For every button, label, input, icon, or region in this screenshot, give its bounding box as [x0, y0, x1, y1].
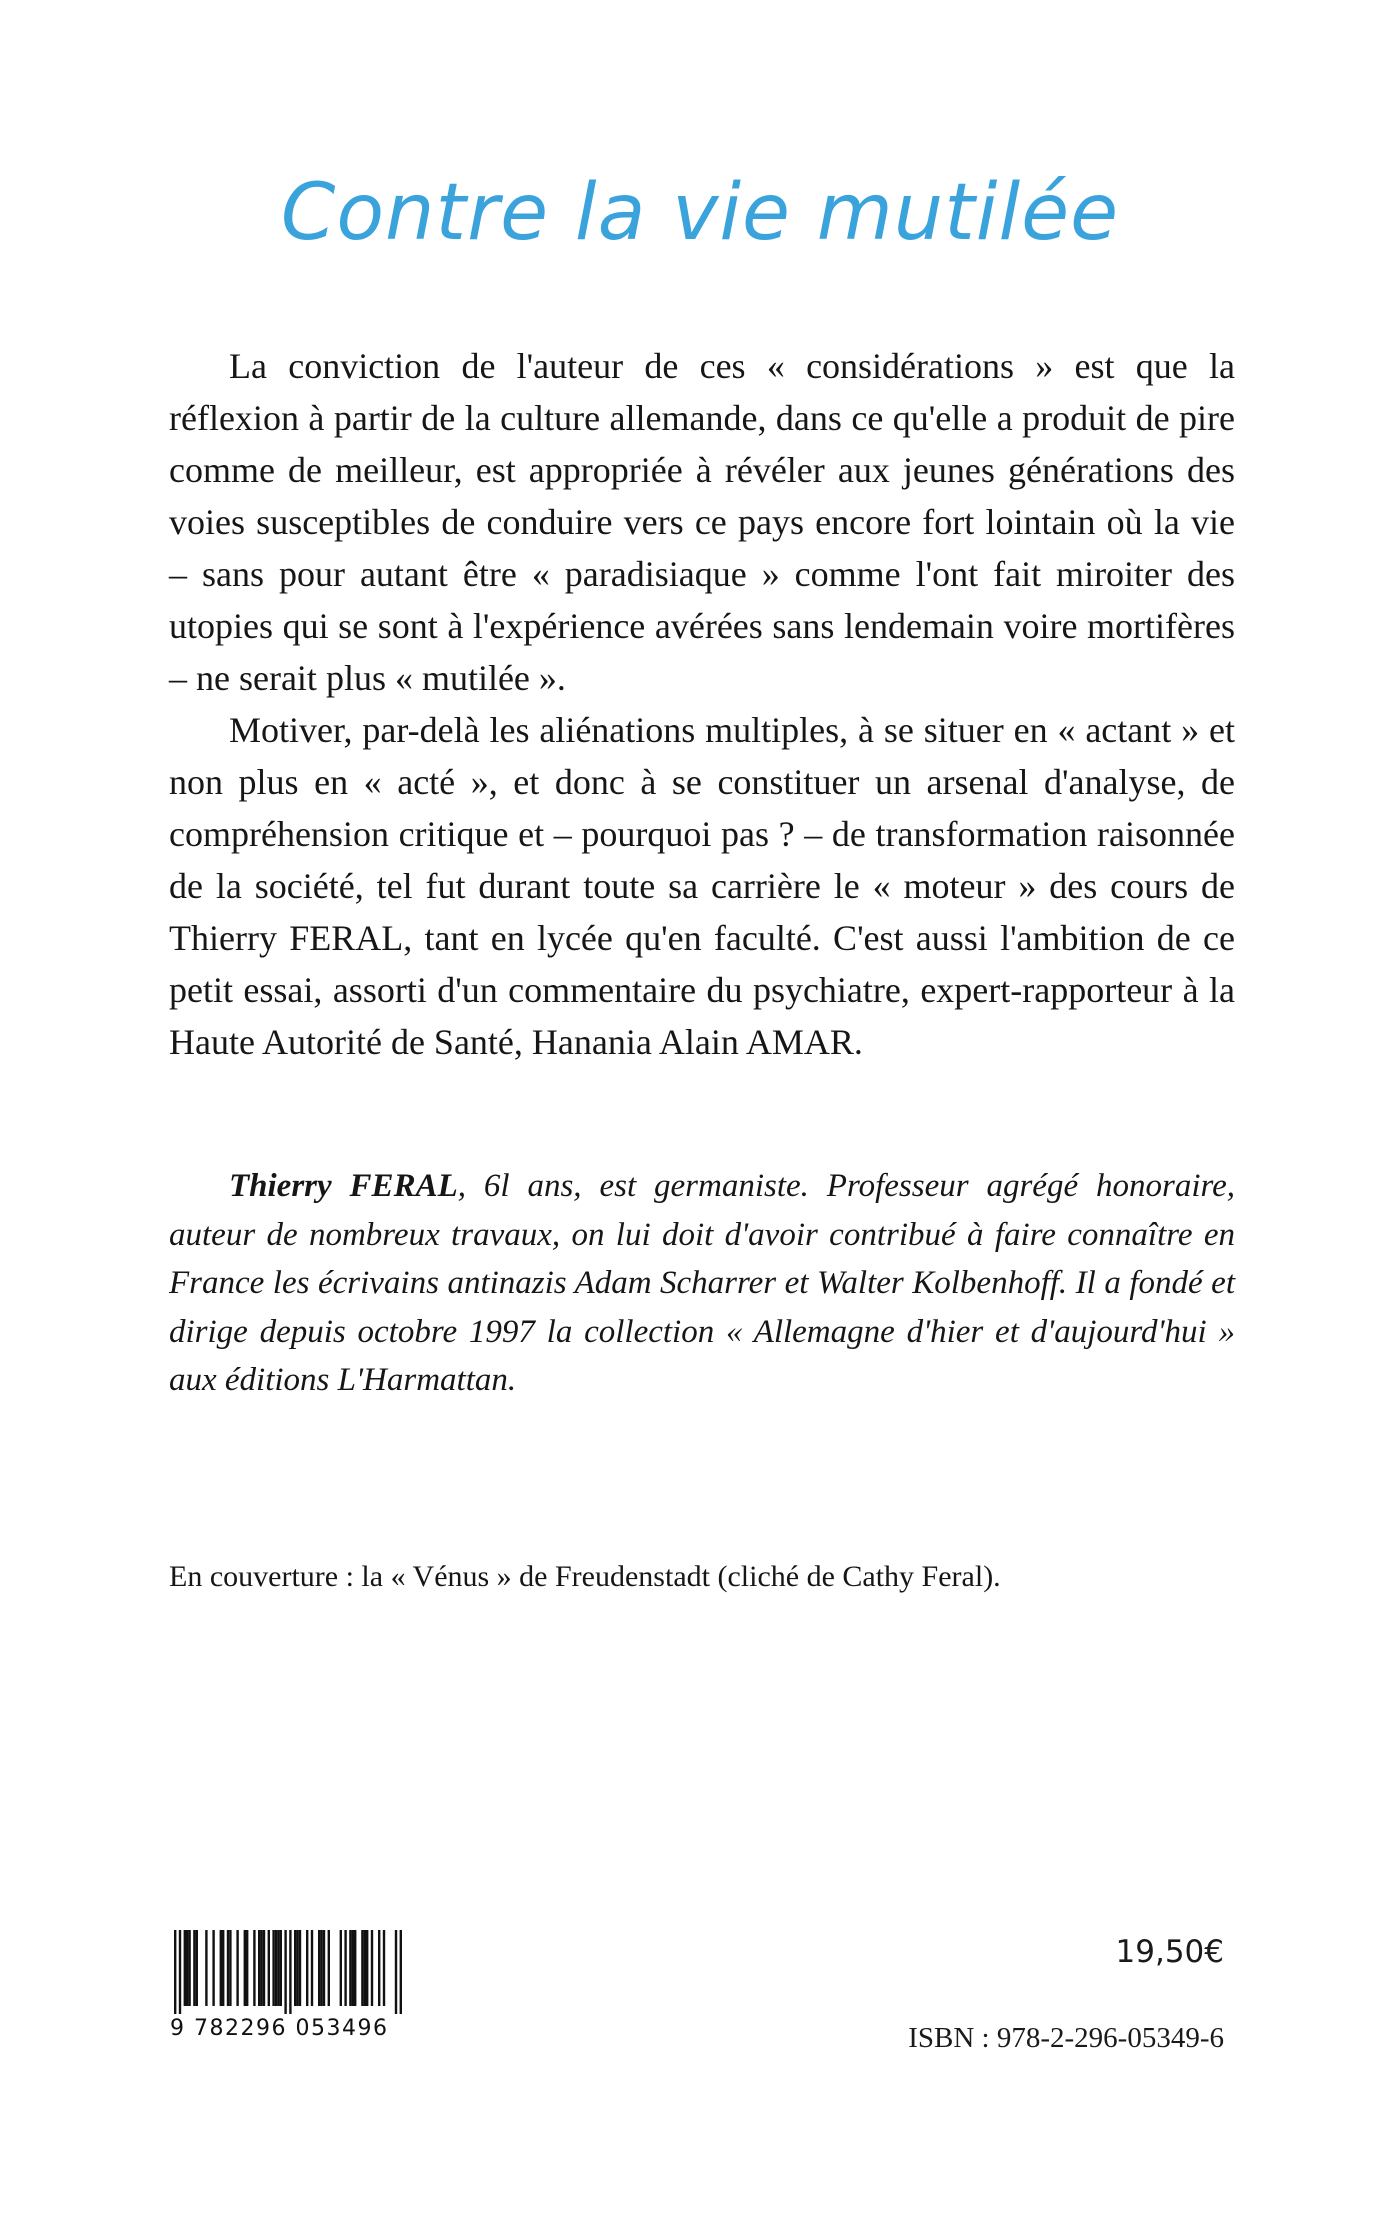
author-bio [169, 1162, 1235, 1405]
barcode-bar [289, 1930, 291, 2014]
barcode-bar [236, 1930, 238, 2006]
barcode-bar [349, 1930, 351, 2006]
barcode-bar [179, 1930, 181, 2014]
barcode-bar [258, 1930, 260, 2006]
barcode-bar [361, 1930, 363, 2006]
barcode-bar [284, 1930, 286, 2014]
barcode-bar [328, 1930, 330, 2006]
barcode-bar [272, 1930, 274, 2006]
barcode-bar [354, 1930, 356, 2006]
barcode-bar [229, 1930, 231, 2006]
author-bio-text: , 6l ans, est germaniste. Professeur agrégé honoraire, auteur de nombreux travaux, on lui doit d'avoir contribué à faire connaître en France les écrivains antinazis Adam Scharrer et Walter Kolbenhoff. Il a fondé et dirige depuis octobre 1997 la collection « Allemagne d'hier et d'aujourd'hui » aux éditions L'Harmattan. [169, 1168, 1236, 1398]
barcode-bar [268, 1930, 270, 2006]
barcode-bar [323, 1930, 325, 2006]
author-name: Thierry FERAL [229, 1168, 458, 1204]
barcode-bar [174, 1930, 176, 2014]
barcode-bar [344, 1930, 346, 2006]
blurb-paragraph-2: Motiver, par-delà les aliénations multiples, à se situer en « actant » et non plus en « acté », et donc à se constituer un arsenal d'analyse, de compréhension critique et – pourquoi pas ? – de transformation raisonnée de la société, tel fut durant toute sa carrière le « moteur » des cours de Thierry FERAL, tant en lycée qu'en faculté. C'est aussi l'ambition de ce petit essai, assorti d'un commentaire du psychiatre, expert-rapporteur à la Haute Autorité de Santé, Hanania Alain AMAR. [169, 710, 1235, 1062]
barcode-bar [366, 1930, 368, 2006]
barcode-bar [364, 1930, 366, 2006]
barcode-bar [227, 1930, 229, 2006]
barcode-bar [184, 1930, 186, 2006]
barcode-bar [275, 1930, 277, 2006]
barcode-bar [296, 1930, 298, 2006]
barcode-bar [320, 1930, 322, 2006]
barcode-bar [212, 1930, 214, 2006]
barcode-bars [170, 1930, 410, 2014]
barcode-bar [378, 1930, 380, 2006]
barcode-bar [340, 1930, 342, 2006]
barcode-bar [246, 1930, 248, 2006]
book-title: Contre la vie mutilée [280, 168, 1120, 258]
barcode-bar [400, 1930, 402, 2014]
barcode-bar [260, 1930, 262, 2006]
barcode-bar [294, 1930, 296, 2006]
barcode-bar [196, 1930, 198, 2006]
price: 19,50€ [1115, 1934, 1224, 1970]
barcode-bar [253, 1930, 255, 2006]
barcode-bar [205, 1930, 207, 2006]
barcode-bar [186, 1930, 188, 2006]
barcode-bar [318, 1930, 320, 2006]
blurb [169, 340, 1235, 1068]
barcode [170, 1930, 410, 2050]
barcode-bar [188, 1930, 190, 2006]
barcode-bar [222, 1930, 224, 2006]
barcode-bar [352, 1930, 354, 2006]
barcode-bar [263, 1930, 265, 2006]
barcode-bar [311, 1930, 313, 2006]
cover-credit: En couverture : la « Vénus » de Freudenstadt (cliché de Cathy Feral). [169, 1560, 1001, 1593]
barcode-bar [395, 1930, 397, 2014]
barcode-bar [383, 1930, 385, 2006]
barcode-bar [277, 1930, 279, 2006]
barcode-bar [280, 1930, 282, 2006]
barcode-bar [371, 1930, 373, 2006]
barcode-bar [244, 1930, 246, 2006]
isbn: ISBN : 978-2-296-05349-6 [908, 2022, 1224, 2054]
barcode-bar [220, 1930, 222, 2006]
barcode-digits: 9 782296 053496 [170, 2016, 389, 2041]
barcode-bar [193, 1930, 195, 2006]
barcode-bar [299, 1930, 301, 2006]
blurb-paragraph-1: La conviction de l'auteur de ces « considérations » est que la réflexion à partir de la culture allemande, dans ce qu'elle a produit de pire comme de meilleur, est appropriée à révéler aux jeunes générations des voies susceptibles de conduire vers ce pays encore fort lointain où la vie – sans pour autant être « paradisiaque » comme l'ont fait miroiter des utopies qui se sont à l'expérience avérées sans lendemain voire mortifères – ne serait plus « mutilée ». [169, 346, 1235, 698]
barcode-bar [306, 1930, 308, 2006]
